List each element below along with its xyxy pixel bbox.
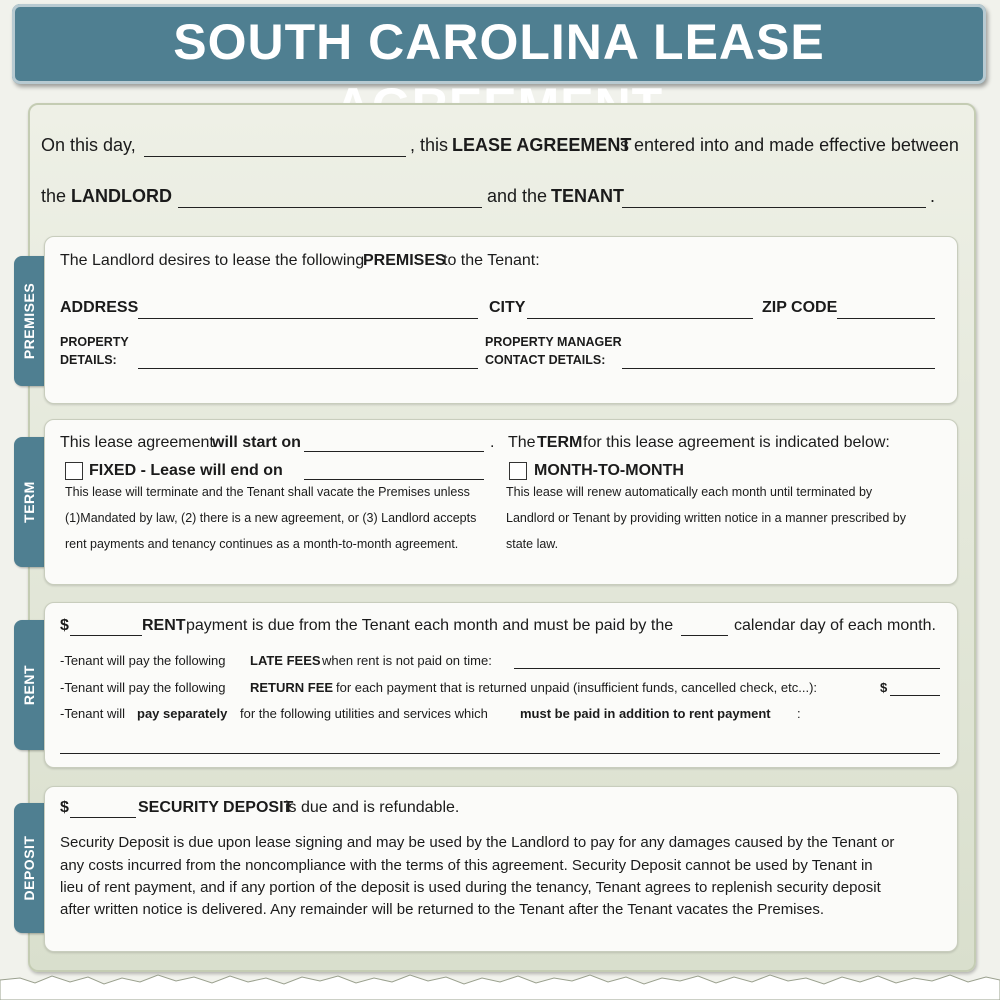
return-fee-b: RETURN FEE	[250, 680, 334, 695]
return-fee-c: for each payment that is returned unpaid (insufficient funds, cancelled check, etc...):	[336, 680, 818, 695]
intro-entered: is entered into and made effective between	[616, 135, 959, 155]
zip-label: ZIP CODE	[762, 299, 838, 316]
torn-paper-edge	[0, 970, 1000, 1000]
end-date-field[interactable]	[304, 479, 484, 480]
city-field[interactable]	[527, 318, 753, 319]
deposit-p2: any costs incurred from the noncompliance with the terms of this agreement. Security Deposit cannot be used by Tenant in	[60, 857, 873, 874]
property-details-label-1: PROPERTY	[60, 335, 129, 349]
rent-text-d: calendar day of each month.	[734, 617, 936, 634]
deposit-p1: Security Deposit is due upon lease signing and may be used by the Landlord to pay for any damages caused by the Tenant or	[60, 834, 895, 851]
rent-dollar: $	[60, 617, 69, 634]
month-to-month-checkbox[interactable]	[509, 462, 527, 480]
term-term-b: TERM	[537, 434, 583, 451]
start-date-field[interactable]	[304, 451, 484, 452]
return-fee-dollar: $	[880, 680, 888, 695]
mtm-desc-2: Landlord or Tenant by providing written notice in a manner prescribed by	[506, 511, 906, 525]
city-label: CITY	[489, 299, 526, 316]
deposit-label: SECURITY DEPOSIT	[138, 799, 294, 816]
term-start-b: will start on	[212, 434, 301, 451]
property-details-label-2: DETAILS:	[60, 353, 117, 367]
rent-amount-field[interactable]	[70, 635, 142, 636]
deposit-p4: after written notice is delivered. Any remainder will be returned to the Tenant after the Tenant vacates the Premises.	[60, 901, 825, 918]
late-fee-c: when rent is not paid on time:	[322, 653, 492, 668]
rent-due-day-field[interactable]	[681, 635, 728, 636]
deposit-dollar: $	[60, 799, 69, 816]
premises-intro-c: to the Tenant:	[443, 252, 540, 269]
mtm-label: MONTH-TO-MONTH	[534, 462, 684, 479]
late-fee-a: -Tenant will pay the following	[60, 653, 226, 668]
utilities-field[interactable]	[60, 753, 940, 754]
intro-on-this-day: On this day,	[41, 135, 136, 155]
term-start-period: .	[490, 434, 495, 451]
tab-premises	[14, 256, 44, 386]
tab-rent-label: RENT	[21, 664, 37, 706]
mtm-desc-3: state law.	[506, 537, 559, 551]
fixed-desc-1: This lease will terminate and the Tenant shall vacate the Premises unless	[65, 485, 470, 499]
intro-comma-this: , this	[410, 135, 449, 155]
tab-term	[14, 437, 44, 567]
return-fee-field[interactable]	[890, 695, 940, 696]
fixed-label: FIXED - Lease will end on	[89, 462, 283, 479]
mtm-desc-1: This lease will renew automatically each month until terminated by	[506, 485, 873, 499]
zip-field[interactable]	[837, 318, 935, 319]
tab-deposit	[14, 803, 44, 933]
fixed-desc-2: (1)Mandated by law, (2) there is a new agreement, or (3) Landlord accepts	[65, 511, 477, 525]
fixed-desc-3: rent payments and tenancy continues as a month-to-month agreement.	[65, 537, 459, 551]
intro-lease-agreement: LEASE AGREEMENT	[452, 135, 632, 155]
intro-the: the	[41, 186, 67, 206]
tenant-name-field[interactable]	[622, 207, 926, 208]
intro-tenant: TENANT	[551, 186, 624, 206]
rent-text-c: payment is due from the Tenant each month and must be paid by the	[186, 617, 674, 634]
term-term-c: for this lease agreement is indicated below:	[583, 434, 890, 451]
property-details-field[interactable]	[138, 368, 478, 369]
landlord-name-field[interactable]	[178, 207, 482, 208]
fixed-checkbox[interactable]	[65, 462, 83, 480]
manager-label-1: PROPERTY MANAGER	[485, 335, 622, 349]
page-title: SOUTH CAROLINA LEASE	[173, 14, 825, 70]
utilities-d: must be paid in addition to rent payment	[520, 706, 771, 721]
manager-contact-field[interactable]	[622, 368, 935, 369]
term-start-a: This lease agreement	[60, 434, 214, 451]
intro-landlord: LANDLORD	[71, 186, 172, 206]
tab-term-label: TERM	[21, 481, 37, 523]
tab-premises-label: PREMISES	[21, 282, 37, 360]
premises-intro-b: PREMISES	[363, 252, 446, 269]
intro-and-the: and the	[487, 186, 548, 206]
utilities-c: for the following utilities and services which	[240, 706, 488, 721]
late-fee-field[interactable]	[514, 668, 940, 669]
title-banner	[12, 4, 986, 84]
tab-rent	[14, 620, 44, 750]
address-label: ADDRESS	[60, 299, 139, 316]
utilities-b: pay separately	[137, 706, 228, 721]
address-field[interactable]	[138, 318, 478, 319]
utilities-e: :	[797, 706, 801, 721]
late-fee-b: LATE FEES	[250, 653, 321, 668]
premises-intro-a: The Landlord desires to lease the following	[60, 252, 365, 269]
rent-label: RENT	[142, 617, 186, 634]
deposit-amount-field[interactable]	[70, 817, 136, 818]
tab-deposit-label: DEPOSIT	[21, 835, 37, 901]
deposit-p3: lieu of rent payment, and if any portion of the deposit is used during the tenancy, Tenant agrees to replenish security deposit	[60, 879, 881, 896]
term-term-a: The	[508, 434, 536, 451]
intro-period: .	[930, 186, 936, 206]
deposit-head-c: is due and is refundable.	[285, 799, 460, 816]
manager-label-2: CONTACT DETAILS:	[485, 353, 606, 367]
effective-date-field[interactable]	[144, 156, 406, 157]
utilities-a: -Tenant will	[60, 706, 126, 721]
return-fee-a: -Tenant will pay the following	[60, 680, 226, 695]
